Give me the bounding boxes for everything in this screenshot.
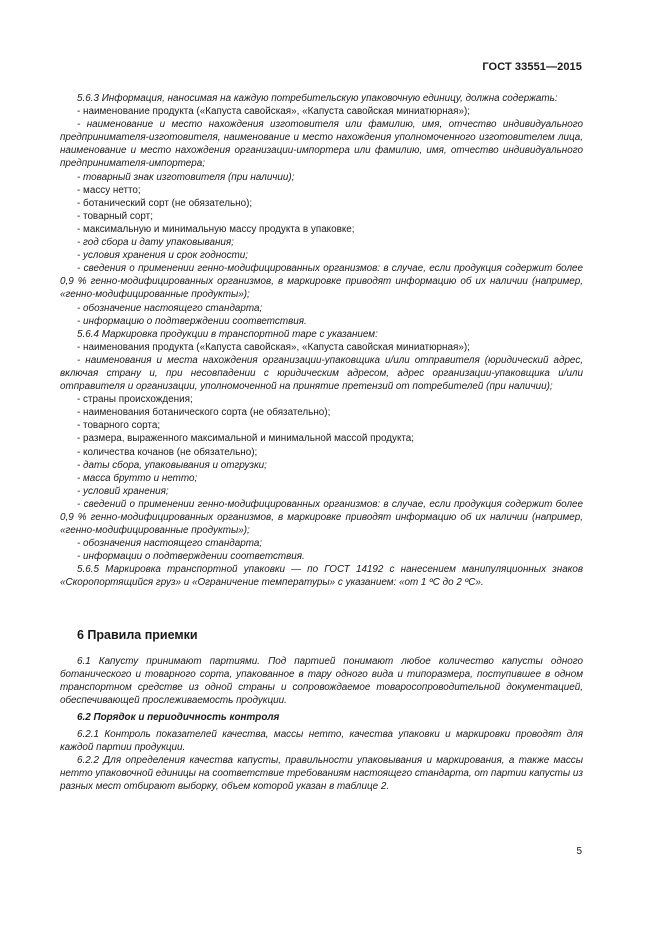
list-item: - товарный сорт; xyxy=(77,210,153,222)
clause-6-1: 6.1 Капусту принимают партиями. Под партией понимают любое количество капусты одного ботанического и товарного сорта, упакованное в тару одного вида и типоразмера, поступившее в одном транспортном средстве из одной страны и сопровождаемое товаросопроводительной документацией, обеспечивающей прослеживаемость продукции. xyxy=(60,655,583,706)
list-item: - количества кочанов (не обязательно); xyxy=(77,446,258,458)
list-item: - товарный знак изготовителя (при наличии); xyxy=(77,171,295,183)
list-item: - ботанический сорт (не обязательно); xyxy=(77,197,253,209)
section-title: 6 Правила приемки xyxy=(77,627,198,642)
list-item: - информации о подтверждении соответствия. xyxy=(77,551,305,563)
list-item: - год сбора и дату упаковывания; xyxy=(77,237,234,249)
clause-5-6-3-intro: 5.6.3 Информация, наносимая на каждую потребительскую упаковочную единицу, должна содержать: xyxy=(77,93,558,104)
list-item: - наименования продукта («Капуста савойская», «Капуста савойская миниатюрная»); xyxy=(77,341,470,353)
subsection-title: 6.2 Порядок и периодичность контроля xyxy=(77,711,280,723)
list-item: - товарного сорта; xyxy=(77,420,161,432)
list-item: - обозначения настоящего стандарта; xyxy=(77,538,263,550)
list-item: - максимальную и минимальную массу продукта в упаковке; xyxy=(77,223,355,235)
list-item: - размера, выраженного максимальной и минимальной массой продукта; xyxy=(77,433,415,445)
clause-6-2-2: 6.2.2 Для определения качества капусты, правильности упаковывания и маркирования, а также массы нетто упаковочной единицы на соответствие требованиям настоящего стандарта, от партии капусты из разных мест отбирают выборку, объем которой указан в таблице 2. xyxy=(60,755,583,793)
list-item: - страны происхождения; xyxy=(77,394,193,406)
list-item: - даты сбора, упаковывания и отгрузки; xyxy=(77,459,267,471)
list-item: - сведения о применении генно-модифицированных организмов: в случае, если продукция содержит более 0,9 % генно-модифицированных организмов, в маркировке приводят информацию об их наличии (например, «генно-модифицированные продукты»); xyxy=(60,263,583,301)
document-body xyxy=(60,92,583,794)
list-item: - наименования и места нахождения организации-упаковщика и/или отправителя (юридический адрес, включая страну и, при несовпадении с юридическим адресом, адрес организации-упаковщика и/или отправителя и организации, уполномоченной на принятие претензий от потребителей (при наличии); xyxy=(60,354,583,393)
list-item: - масса брутто и нетто; xyxy=(77,472,198,484)
list-item: - информацию о подтверждении соответствия. xyxy=(77,315,307,327)
list-item: - условий хранения; xyxy=(77,485,169,497)
document-header: ГОСТ 33551—2015 xyxy=(482,61,582,73)
page-number: 5 xyxy=(576,846,582,857)
list-item: - наименование продукта («Капуста савойская», «Капуста савойская миниатюрная»); xyxy=(77,106,471,118)
list-item: - наименования ботанического сорта (не обязательно); xyxy=(77,407,331,419)
clause-6-2-1: 6.2.1 Контроль показателей качества, массы нетто, качества упаковки и маркировки проводят для каждой партии продукции. xyxy=(60,729,583,754)
list-item: - обозначение настоящего стандарта; xyxy=(77,302,263,314)
list-item: - условия хранения и срок годности; xyxy=(77,250,249,262)
list-item: - наименование и место нахождения изготовителя или фамилию, имя, отчество индивидуального предпринимателя-изготовителя, наименование и место нахождения уполномоченного изготовителем лица, наименование и место нахождения организации-импортера или фамилию, имя, отчество индивидуального предпринимателя-импортера; xyxy=(60,119,583,170)
list-item: - массу нетто; xyxy=(77,184,141,196)
clause-5-6-4-intro: 5.6.4 Маркировка продукции в транспортной таре с указанием: xyxy=(77,328,378,340)
clause-5-6-5: 5.6.5 Маркировка транспортной упаковки — по ГОСТ 14192 с нанесением манипуляционных знаков «Скоропортящийся груз» и «Ограничение температуры» с указанием: «от 1 ºС до 2 ºС». xyxy=(60,564,583,589)
list-item: - сведений о применении генно-модифицированных организмов: в случае, если продукция содержит более 0,9 % генно-модифицированных организмов, в маркировке приводят информацию об их наличии (например, «генно-модифицированные продукты»); xyxy=(60,498,583,537)
